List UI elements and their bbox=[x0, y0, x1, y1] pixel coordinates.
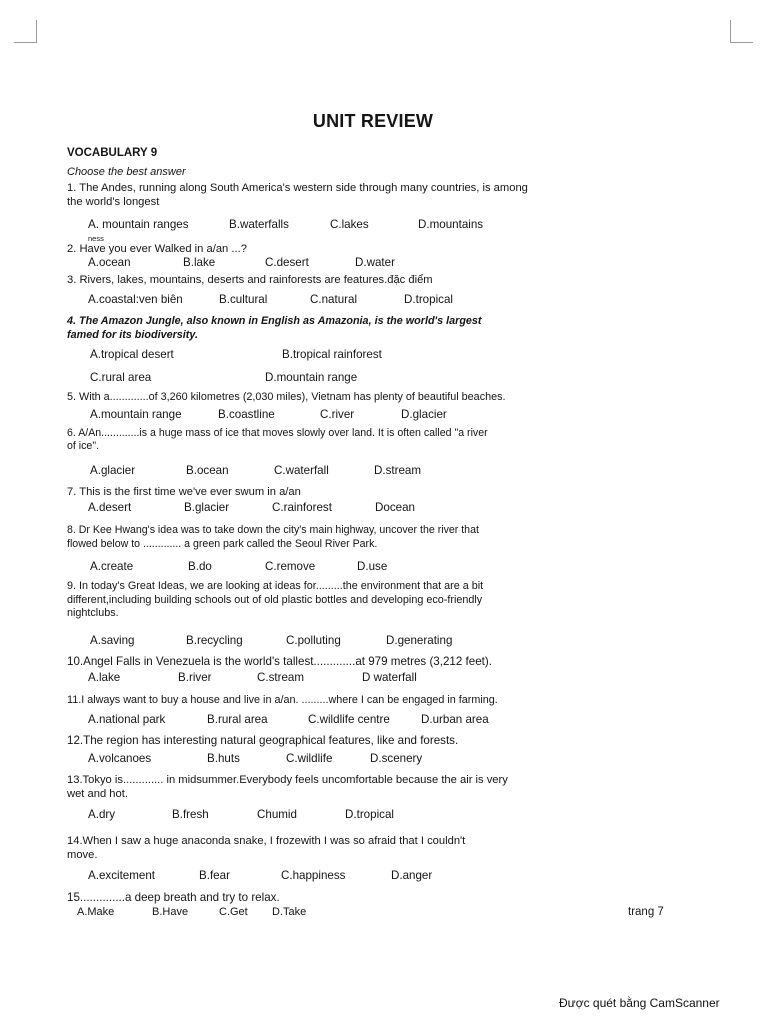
option-b: B.recycling bbox=[186, 634, 243, 647]
question-text: 9. In today's Great Ideas, we are looking at ideas for.........the environment that are a bit bbox=[67, 580, 484, 592]
option-d: D.mountain range bbox=[265, 371, 358, 384]
option-a: A.glacier bbox=[90, 464, 136, 477]
option-d: D.water bbox=[355, 256, 395, 269]
question-text: 7. This is the first time we've ever swum in a/an bbox=[67, 486, 301, 498]
option-c: Chumid bbox=[257, 808, 297, 821]
question-text: 14.When I saw a huge anaconda snake, I frozewith I was so afraid that I couldn't bbox=[67, 835, 466, 847]
question-3 bbox=[67, 273, 647, 287]
question-text: 11.I always want to buy a house and live in a/an. .........where I can be engaged in farming. bbox=[67, 694, 498, 706]
option-b: B.cultural bbox=[219, 293, 268, 306]
option-a: A. mountain ranges bbox=[88, 218, 189, 231]
question-text: 4. The Amazon Jungle, also known in English as Amazonia, is the world's largest bbox=[67, 315, 482, 327]
question-10 bbox=[67, 655, 687, 669]
option-c: C.polluting bbox=[286, 634, 341, 647]
question-text: 12.The region has interesting natural geographical features, like and forests. bbox=[67, 734, 459, 747]
question-11 bbox=[67, 693, 687, 707]
option-a: A.dry bbox=[88, 808, 116, 821]
option-a: A.create bbox=[90, 560, 134, 573]
page-number: trang 7 bbox=[628, 906, 664, 918]
option-d: D.anger bbox=[391, 869, 433, 882]
question-text: 3. Rivers, lakes, mountains, deserts and rainforests are features.đặc điểm bbox=[67, 274, 433, 286]
question-13 bbox=[67, 773, 667, 801]
question-12 bbox=[67, 734, 687, 748]
option-a: A.national park bbox=[88, 713, 166, 726]
option-d: D.mountains bbox=[418, 218, 484, 231]
option-b: B.rural area bbox=[207, 713, 268, 726]
option-c: C.rural area bbox=[90, 371, 152, 384]
question-text: wet and hot. bbox=[67, 788, 128, 800]
question-text: 5. With a.............of 3,260 kilometres (2,030 miles), Vietnam has plenty of beautiful beaches. bbox=[67, 391, 506, 403]
option-b: B.huts bbox=[207, 752, 240, 765]
option-b: B.fresh bbox=[172, 808, 209, 821]
option-d: D.scenery bbox=[370, 752, 423, 765]
question-2 bbox=[67, 242, 647, 256]
question-4 bbox=[67, 314, 647, 342]
option-d: Docean bbox=[375, 501, 415, 514]
question-text: different,including building schools out of old plastic bottles and developing eco-friendly bbox=[67, 593, 483, 606]
page-title: UNIT REVIEW bbox=[312, 111, 434, 131]
option-b: B.coastline bbox=[218, 408, 275, 421]
option-c: C.wildlife centre bbox=[308, 713, 390, 726]
option-a: A.ocean bbox=[88, 256, 131, 269]
question-text: 8. Dr Kee Hwang's idea was to take down the city's main highway, uncover the river that bbox=[67, 524, 479, 536]
option-d: D.glacier bbox=[401, 408, 447, 421]
option-b: B.tropical rainforest bbox=[282, 348, 382, 361]
question-6 bbox=[67, 427, 667, 453]
option-a: A.desert bbox=[88, 501, 132, 514]
question-7 bbox=[67, 485, 647, 499]
section-heading: VOCABULARY 9 bbox=[67, 147, 158, 159]
question-text: 1. The Andes, running along South America's western side through many countries, is among bbox=[67, 182, 528, 194]
option-c: C.lakes bbox=[330, 218, 369, 231]
option-c: C.Get bbox=[219, 906, 248, 918]
question-1 bbox=[67, 181, 647, 209]
question-text: flowed below to ............. a green park called the Seoul River Park. bbox=[67, 538, 378, 550]
option-a: A.excitement bbox=[88, 869, 156, 882]
option-b: B.glacier bbox=[184, 501, 230, 514]
option-a: A.Make bbox=[77, 906, 115, 918]
option-a: A.tropical desert bbox=[90, 348, 174, 361]
option-b: B.do bbox=[188, 560, 212, 573]
question-text: 2. Have you ever Walked in a/an ...? bbox=[67, 243, 247, 255]
option-a: A.lake bbox=[88, 671, 121, 684]
option-c: C.waterfall bbox=[274, 464, 329, 477]
question-text: famed for its biodiversity. bbox=[67, 329, 198, 341]
question-text: 15..............a deep breath and try to relax. bbox=[67, 891, 280, 904]
option-b: B.waterfalls bbox=[229, 218, 289, 231]
question-text: 13.Tokyo is............. in midsummer.Everybody feels uncomfortable because the air is very bbox=[67, 774, 508, 786]
crop-mark-top-left bbox=[14, 20, 37, 43]
option-a: A.saving bbox=[90, 634, 135, 647]
option-d: D.Take bbox=[272, 906, 307, 918]
option-d: D.use bbox=[357, 560, 388, 573]
option-b: B.Have bbox=[152, 906, 189, 918]
option-b: B.river bbox=[178, 671, 212, 684]
question-9 bbox=[67, 580, 667, 621]
question-text: move. bbox=[67, 849, 98, 861]
handwritten-note: ness bbox=[88, 234, 104, 243]
option-c: C.stream bbox=[257, 671, 305, 684]
option-c: C.rainforest bbox=[272, 501, 332, 514]
option-a: A.mountain range bbox=[90, 408, 182, 421]
question-text: 6. A/An.............is a huge mass of ice that moves slowly over land. It is often called "a river bbox=[67, 427, 488, 439]
option-d: D.urban area bbox=[421, 713, 489, 726]
option-c: C.happiness bbox=[281, 869, 346, 882]
scanner-watermark: Được quét bằng CamScanner bbox=[559, 996, 720, 1010]
option-b: B.fear bbox=[199, 869, 230, 882]
option-b: B.ocean bbox=[186, 464, 229, 477]
option-c: C.wildlife bbox=[286, 752, 333, 765]
option-a: A.coastal:ven biên bbox=[88, 293, 183, 306]
option-a: A.volcanoes bbox=[88, 752, 152, 765]
question-text: nightclubs. bbox=[67, 607, 119, 619]
question-text: 10.Angel Falls in Venezuela is the world's tallest.............at 979 metres (3,212 feet). bbox=[67, 655, 492, 668]
option-c: C.river bbox=[320, 408, 355, 421]
question-5 bbox=[67, 390, 687, 404]
option-c: C.remove bbox=[265, 560, 316, 573]
question-text: of ice". bbox=[67, 440, 100, 452]
option-c: C.desert bbox=[265, 256, 309, 269]
question-15 bbox=[67, 891, 467, 905]
option-c: C.natural bbox=[310, 293, 358, 306]
question-text: the world's longest bbox=[67, 196, 160, 208]
instruction: Choose the best answer bbox=[67, 166, 186, 178]
option-d: D.tropical bbox=[345, 808, 394, 821]
question-8 bbox=[67, 523, 667, 551]
option-d: D.generating bbox=[386, 634, 453, 647]
question-14 bbox=[67, 834, 667, 862]
option-d: D.stream bbox=[374, 464, 422, 477]
option-b: B.lake bbox=[183, 256, 216, 269]
option-d: D.tropical bbox=[404, 293, 453, 306]
option-d: D waterfall bbox=[362, 671, 417, 684]
crop-mark-top-right bbox=[730, 20, 753, 43]
